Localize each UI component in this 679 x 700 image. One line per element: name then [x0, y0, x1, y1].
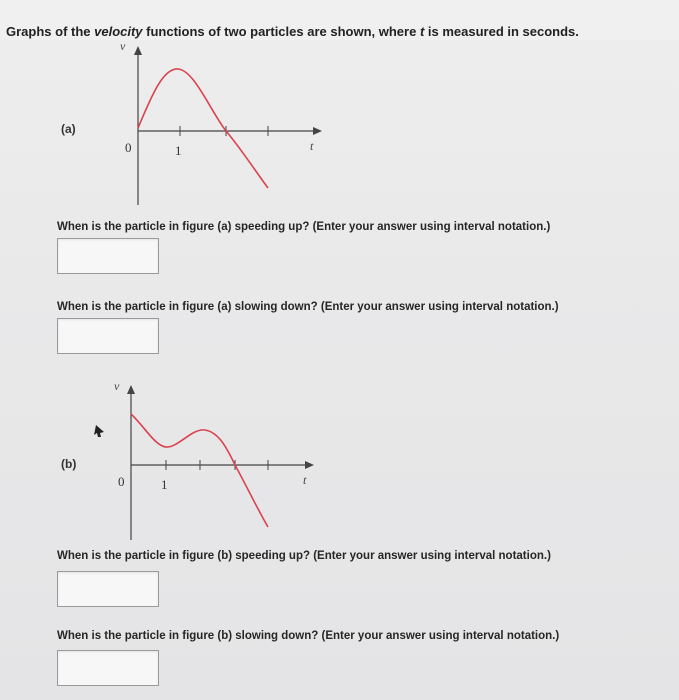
question-b-speeding: When is the particle in figure (b) speeding up? (Enter your answer using interval notation.): [57, 550, 551, 562]
question-b-slowing: When is the particle in figure (b) slowing down? (Enter your answer using interval notation.): [57, 630, 560, 642]
graph-b-t-label: t: [303, 473, 307, 487]
graph-a-origin-label: 0: [125, 140, 132, 155]
answer-input-b-speeding[interactable]: [57, 571, 159, 607]
graph-b-tick-1-label: 1: [161, 477, 168, 492]
graph-b-origin-label: 0: [118, 474, 125, 489]
graph-b-label: (b): [61, 457, 77, 471]
problem-statement: Graphs of the velocity functions of two particles are shown, where t is measured in seconds.: [6, 24, 579, 39]
graph-a-v-label: v: [120, 39, 126, 53]
cursor-icon: [94, 425, 104, 437]
graph-a-t-label: t: [310, 139, 314, 153]
answer-input-b-slowing[interactable]: [57, 650, 159, 686]
graph-b-v-label: v: [114, 379, 120, 393]
graph-a-label: (a): [61, 122, 76, 136]
question-a-speeding: When is the particle in figure (a) speeding up? (Enter your answer using interval notation.): [57, 221, 551, 233]
graph-a-tick-1-label: 1: [175, 143, 182, 158]
question-a-slowing: When is the particle in figure (a) slowing down? (Enter your answer using interval notation.): [57, 301, 559, 313]
